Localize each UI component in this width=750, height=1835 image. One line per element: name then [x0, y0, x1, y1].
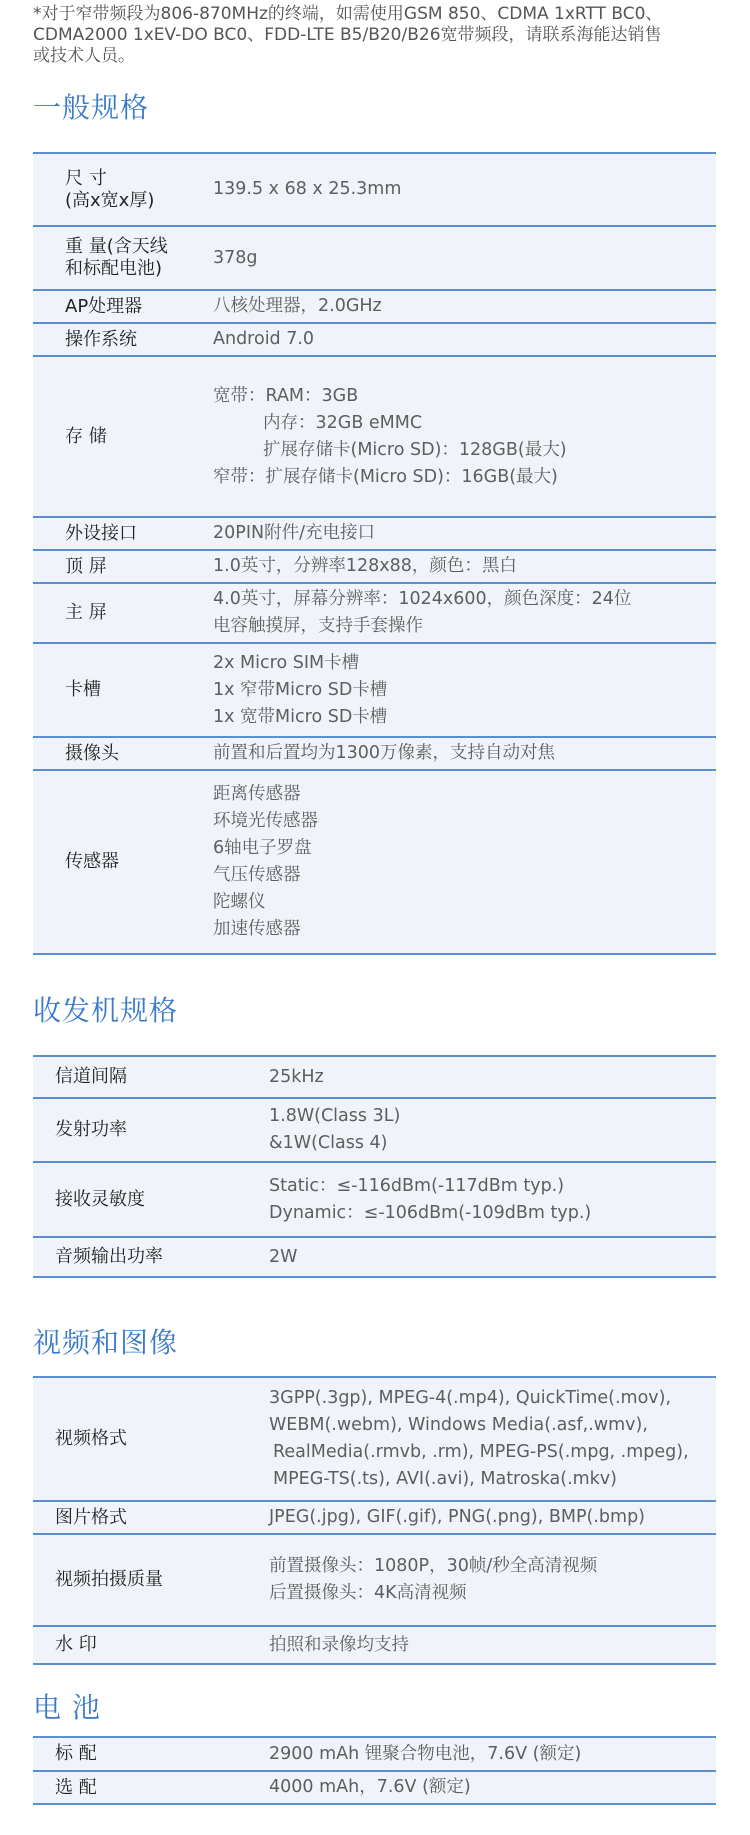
spec-row-optional-battery	[33, 1771, 716, 1804]
spec-row-main-screen	[33, 583, 716, 643]
note-line: 或技术人员。	[33, 46, 135, 66]
spec-row-channel-spacing	[33, 1056, 716, 1098]
general-spec-table	[33, 152, 716, 955]
spec-label: 视频拍摄质量	[33, 1534, 269, 1626]
spec-label: AP处理器	[33, 290, 213, 323]
section-title-general: 一般规格	[33, 91, 150, 124]
spec-value: 八核处理器，2.0GHz	[213, 290, 716, 323]
spec-label: 存 储	[33, 356, 213, 517]
spec-row-weight	[33, 226, 716, 290]
spec-value: 拍照和录像均支持	[269, 1626, 716, 1664]
spec-label: 发射功率	[33, 1098, 269, 1162]
spec-label: 图片格式	[33, 1501, 269, 1534]
video-spec-table	[33, 1376, 716, 1665]
spec-row-image-formats	[33, 1501, 716, 1534]
spec-row-processor	[33, 290, 716, 323]
spec-value: JPEG(.jpg), GIF(.gif), PNG(.png), BMP(.bmp)	[269, 1501, 716, 1534]
spec-value: Android 7.0	[213, 323, 716, 356]
spec-value: 139.5 x 68 x 25.3mm	[213, 153, 716, 226]
spec-row-os	[33, 323, 716, 356]
spec-label: 信道间隔	[33, 1056, 269, 1098]
spec-row-video-formats	[33, 1377, 716, 1501]
spec-value: 4.0英寸，屏幕分辨率：1024x600，颜色深度：24位 电容触摸屏，支持手套操作	[213, 583, 716, 643]
frequency-note	[33, 4, 723, 67]
spec-label: 卡槽	[33, 643, 213, 737]
spec-value: 距离传感器 环境光传感器 6轴电子罗盘 气压传感器 陀螺仪 加速传感器	[213, 770, 716, 954]
spec-label: 水 印	[33, 1626, 269, 1664]
transceiver-spec-table	[33, 1055, 716, 1278]
spec-row-storage	[33, 356, 716, 517]
spec-label: 视频格式	[33, 1377, 269, 1501]
note-line: *对于窄带频段为806-870MHz的终端，如需使用GSM 850、CDMA 1xRTT BC0、	[33, 4, 663, 24]
section-title-battery: 电 池	[33, 1691, 101, 1724]
spec-value: 前置和后置均为1300万像素，支持自动对焦	[213, 737, 716, 770]
spec-label: 音频输出功率	[33, 1237, 269, 1277]
spec-value: 3GPP(.3gp), MPEG-4(.mp4), QuickTime(.mov), WEBM(.webm), Windows Media(.asf,.wmv), RealMedia(.rmvb, .rm), MPEG-PS(.mpg, .mpeg), MPEG-TS(.ts), AVI(.avi), Matroska(.mkv)	[269, 1377, 716, 1501]
spec-label: 标 配	[33, 1737, 269, 1771]
spec-row-card-slots	[33, 643, 716, 737]
spec-label: 重 量(含天线 和标配电池)	[33, 226, 213, 290]
spec-row-tx-power	[33, 1098, 716, 1162]
spec-value: 25kHz	[269, 1056, 716, 1098]
spec-label: 选 配	[33, 1771, 269, 1804]
spec-row-audio-power	[33, 1237, 716, 1277]
spec-row-dimensions	[33, 153, 716, 226]
spec-value: 2900 mAh 锂聚合物电池，7.6V (额定)	[269, 1737, 716, 1771]
spec-label: 摄像头	[33, 737, 213, 770]
spec-row-video-quality	[33, 1534, 716, 1626]
spec-row-interface	[33, 517, 716, 550]
spec-value: 20PIN附件/充电接口	[213, 517, 716, 550]
spec-label: 传感器	[33, 770, 213, 954]
spec-row-rx-sensitivity	[33, 1162, 716, 1237]
spec-label: 尺 寸 (高x宽x厚)	[33, 153, 213, 226]
note-line: CDMA2000 1xEV-DO BC0、FDD-LTE B5/B20/B26宽带频段，请联系海能达销售	[33, 25, 662, 45]
battery-spec-table	[33, 1736, 716, 1805]
spec-value: 4000 mAh，7.6V (额定)	[269, 1771, 716, 1804]
spec-row-camera	[33, 737, 716, 770]
spec-value: Static：≤-116dBm(-117dBm typ.) Dynamic：≤-106dBm(-109dBm typ.)	[269, 1162, 716, 1237]
spec-value: 378g	[213, 226, 716, 290]
spec-label: 接收灵敏度	[33, 1162, 269, 1237]
spec-value: 1.8W(Class 3L) &1W(Class 4)	[269, 1098, 716, 1162]
spec-value: 宽带：RAM：3GB 内存：32GB eMMC 扩展存储卡(Micro SD)：128GB(最大) 窄带：扩展存储卡(Micro SD)：16GB(最大)	[213, 356, 716, 517]
spec-value: 2W	[269, 1237, 716, 1277]
spec-label: 操作系统	[33, 323, 213, 356]
spec-label: 主 屏	[33, 583, 213, 643]
spec-row-watermark	[33, 1626, 716, 1664]
spec-row-top-screen	[33, 550, 716, 583]
spec-value: 2x Micro SIM卡槽 1x 窄带Micro SD卡槽 1x 宽带Micro SD卡槽	[213, 643, 716, 737]
spec-label: 外设接口	[33, 517, 213, 550]
spec-label: 顶 屏	[33, 550, 213, 583]
section-title-video: 视频和图像	[33, 1326, 179, 1359]
section-title-transceiver: 收发机规格	[33, 994, 179, 1027]
spec-row-sensors	[33, 770, 716, 954]
spec-value: 1.0英寸，分辨率128x88，颜色：黑白	[213, 550, 716, 583]
spec-row-standard-battery	[33, 1737, 716, 1771]
spec-value: 前置摄像头：1080P，30帧/秒全高清视频 后置摄像头：4K高清视频	[269, 1534, 716, 1626]
